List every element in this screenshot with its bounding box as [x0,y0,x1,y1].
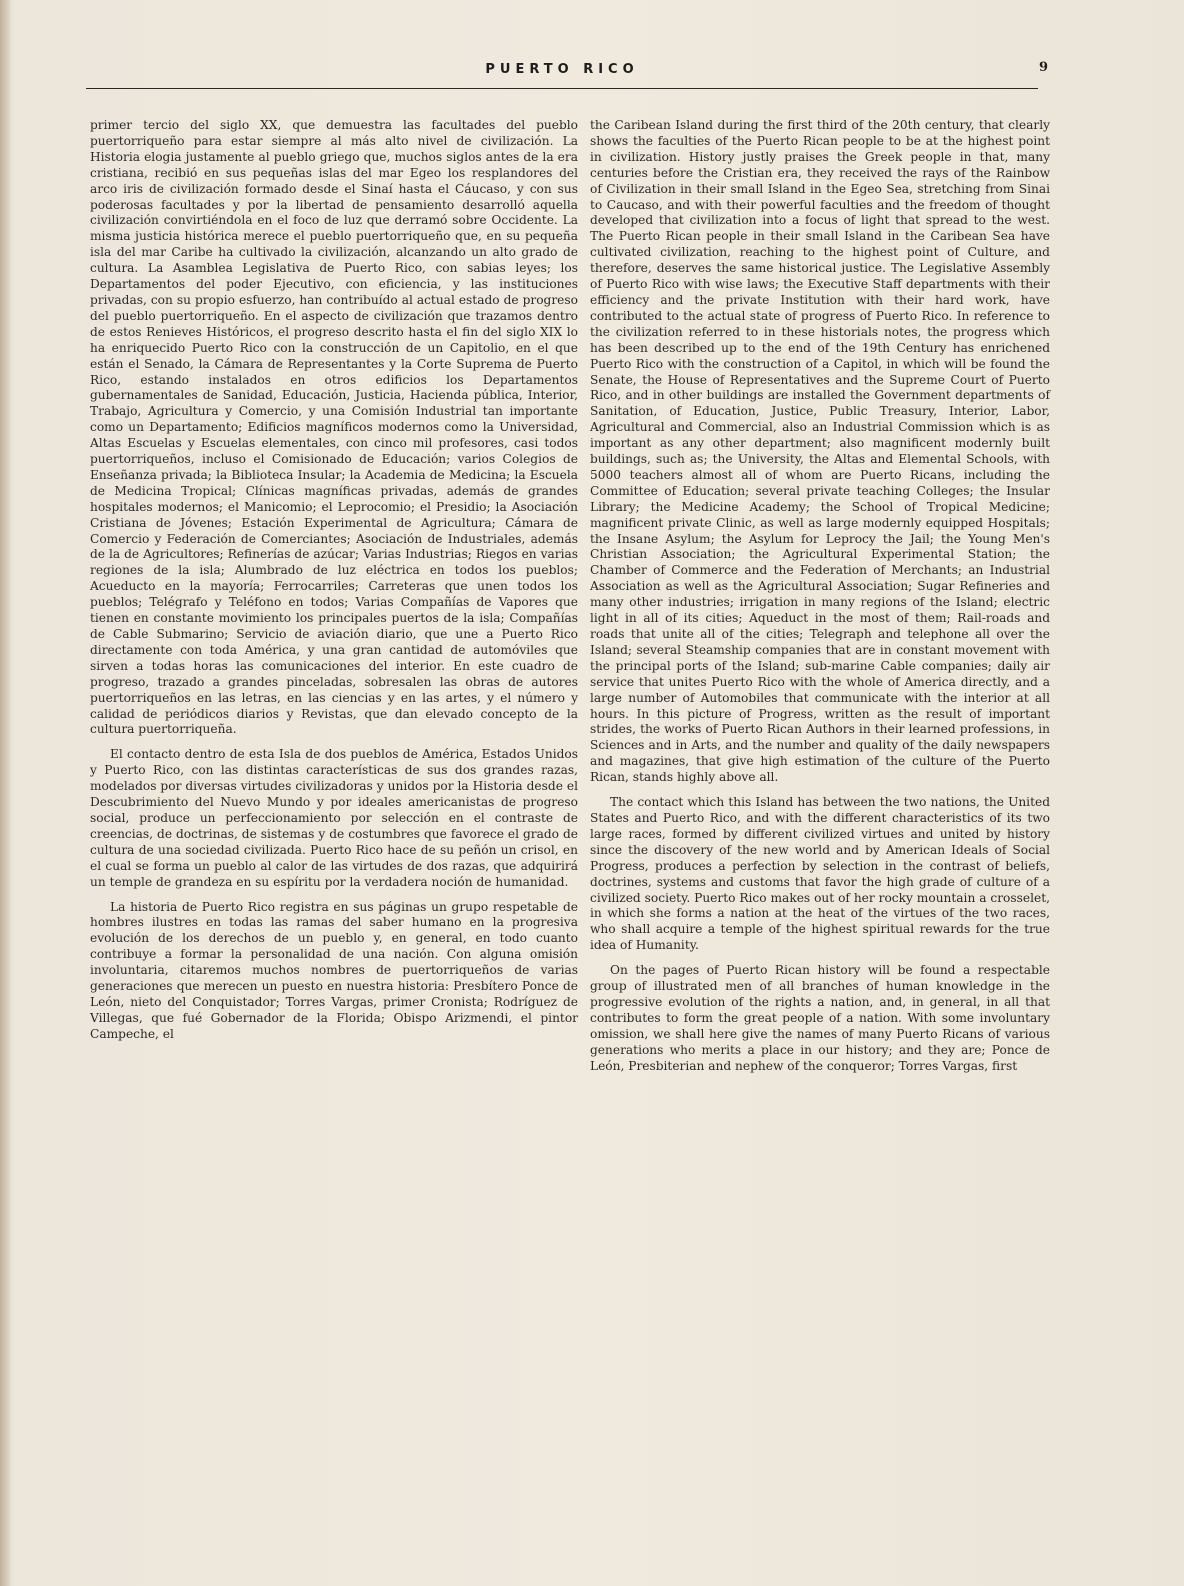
page-edge-shadow [0,0,10,1586]
english-paragraph-3: On the pages of Puerto Rican history will be found a respectable group of illustrated men of all branches of human knowledge in the progressive evolution of the rights a nation, and, in general, in all that contributes to form the great people of a nation. With some involuntary omission, we shall here give the names of many Puerto Ricans of various generations who merits a place in our history; and they are; Ponce de León, Presbiterian and nephew of the conqueror; Torres Vargas, first [590,963,1050,1073]
english-paragraph-2: The contact which this Island has between the two nations, the United States and Puerto Rico, and with the different characteristics of its two large races, formed by different civilized virtues and united by history since the discovery of the new world and by American Ideals of Social Progress, produces a perfection by selection in the contrast of beliefs, doctrines, systems and customs that favor the high grade of culture of a civilized society. Puerto Rico makes out of her rocky mountain a crosselet, in which she forms a nation at the heat of the virtues of the two races, who shall acquire a temple of the highest spiritual rewards for the true idea of Humanity. [590,795,1050,953]
spanish-text-column [90,118,578,1052]
page-number: 9 [1038,60,1048,75]
english-text-column [590,118,1050,1083]
running-header [86,58,1048,89]
spanish-paragraph-3: La historia de Puerto Rico registra en sus páginas un grupo respetable de hombres ilustres en todas las ramas del saber humano en la progresiva evolución de los derechos de un pueblo y, en general, en todo cuanto contribuye a formar la personalidad de una nación. Con alguna omisión involuntaria, citaremos muchos nombres de puertorriqueños de varias generaciones que merecen un puesto en nuestra historia: Presbítero Ponce de León, nieto del Conquistador; Torres Vargas, primer Cronista; Rodríguez de Villegas, que fué Gobernador de la Florida; Obispo Arizmendi, el pintor Campeche, el [90,899,578,1041]
spanish-paragraph-2: El contacto dentro de esta Isla de dos pueblos de América, Estados Unidos y Puerto Rico, con las distintas características de sus dos grandes razas, modelados por diversas virtudes civilizadoras y unidos por la Historia desde el Descubrimiento del Nuevo Mundo y por ideales americanistas de progreso social, produce un perfeccionamiento por selección en el contraste de creencias, de doctrinas, de sistemas y de costumbres que favorece el grado de cultura de una sociedad civilizada. Puerto Rico hace de su peñón un crisol, en el cual se forma un pueblo al calor de las virtudes de dos razas, que adquirirá un temple de grandeza en su espíritu por la verdadera noción de humanidad. [90,747,578,889]
running-title: PUERTO RICO [485,62,639,77]
english-paragraph-1: the Caribean Island during the first third of the 20th century, that clearly shows the faculties of the Puerto Rican people to be at the highest point in civilization. History justly praises the Greek people in that, many centuries before the Cristian era, they received the rays of the Rainbow of Civilization in their small Island in the Egeo Sea, stretching from Sinai to Caucaso, and with their powerful faculties and the freedom of thought developed that civilization into a focus of light that spread to the west. The Puerto Rican people in their small Island in the Caribean Sea have cultivated civilization, reaching to the highest point of Culture, and therefore, deserves the same historical justice. The Legislative Assembly of Puerto Rico with wise laws; the Executive Staff departments with their efficiency and the private Institution with their hard work, have contributed to the actual state of progress of Puerto Rico. In reference to the civilization referred to in these historials notes, the progress which has been described up to the end of the 19th Century has enrichened Puerto Rico with the construction of a Capitol, in which will be found the Senate, the House of Representatives and the Supreme Court of Puerto Rico, and in other buildings are installed the Government departments of Sanitation, of Education, Justice, Public Treasury, Interior, Labor, Agricultural and Commercial, also an Industrial Commission which is as important as any other department; also magnificent modernly built buildings, such as; the University, the Altas and Elemental Schools, with 5000 teachers almost all of whom are Puerto Ricans, including the Committee of Education; several private teaching Colleges; the Insular Library; the Medicine Academy; the School of Tropical Medicine; magnificent private Clinic, as well as large modernly equipped Hospitals; the Insane Asylum; the Asylum for Leprocy the Jail; the Young Men's Christian Association; the Agricultural Experimental Station; the Chamber of Commerce and the Federation of Merchants; an Industrial Association as well as the Agricultural Association; Sugar Refineries and many other industries; irrigation in many regions of the Island; electric light in all of its cities; Aqueduct in the most of them; Rail-roads and roads that unite all of the cities; Telegraph and telephone all over the Island; several Steamship companies that are in constant movement with the principal ports of the Island; sub-marine Cable companies; daily air service that unites Puerto Rico with the whole of America directly, and a large number of Automobiles that communicate with the interior at all hours. In this picture of Progress, written as the result of important strides, the works of Puerto Rican Authors in their learned professions, in Sciences and in Arts, and the number and quality of the daily newspapers and magazines, that give high estimation of the culture of the Puerto Rican, stands highly above all. [590,118,1050,785]
spanish-paragraph-1: primer tercio del siglo XX, que demuestra las facultades del pueblo puertorriqueño para estar siempre al más alto nivel de civilización. La Historia elogia justamente al pueblo griego que, muchos siglos antes de la era cristiana, recibió en sus pequeñas islas del mar Egeo los resplandores del arco iris de civilización formado desde el Sinaí hasta el Cáucaso, y con sus poderosas facultades y por la libertad de pensamiento desarrolló aquella civilización convirtiéndola en el foco de luz que derramó sobre Occidente. La misma justicia histórica merece el pueblo puertorriqueño que, en su pequeña isla del mar Caribe ha cultivado la civilización, alcanzando un alto grado de cultura. La Asamblea Legislativa de Puerto Rico, con sabias leyes; los Departamentos del poder Ejecutivo, con eficiencia, y las instituciones privadas, con su propio esfuerzo, han contribuído al actual estado de progreso del pueblo puertorriqueño. En el aspecto de civilización que trazamos dentro de estos Renieves Históricos, el progreso descrito hasta el fin del siglo XIX lo ha enriquecido Puerto Rico con la construcción de un Capitolio, en el que están el Senado, la Cámara de Representantes y la Corte Suprema de Puerto Rico, estando instalados en otros edificios los Departamentos gubernamentales de Sanidad, Educación, Justicia, Hacienda pública, Interior, Trabajo, Agricultura y Comercio, y una Comisión Industrial tan importante como un Departamento; Edificios magníficos modernos como la Universidad, Altas Escuelas y Escuelas elementales, con cinco mil profesores, casi todos puertorriqueños, incluso el Comisionado de Educación; varios Colegios de Enseñanza privada; la Biblioteca Insular; la Academia de Medicina; la Escuela de Medicina Tropical; Clínicas magníficas privadas, además de grandes hospitales modernos; el Manicomio; el Leprocomio; el Presidio; la Asociación Cristiana de Jóvenes; Estación Experimental de Agricultura; Cámara de Comercio y Federación de Comerciantes; Asociación de Industriales, además de la de Agricultores; Refinerías de azúcar; Varias Industrias; Riegos en varias regiones de la isla; Alumbrado de luz eléctrica en todos los pueblos; Acueducto en la mayoría; Ferrocarriles; Carreteras que unen todos los pueblos; Telégrafo y Teléfono en todos; Varias Compañías de Vapores que tienen en constante movimiento los principales puertos de la isla; Compañías de Cable Submarino; Servicio de aviación diario, que une a Puerto Rico directamente con toda América, y una gran cantidad de automóviles que sirven a todas horas las comunicaciones del interior. En este cuadro de progreso, trazado a grandes pinceladas, sobresalen las obras de autores puertorriqueños en las letras, en las ciencias y en las artes, y el número y calidad de periódicos diarios y Revistas, que dan elevado concepto de la cultura puertorriqueña. [90,118,578,737]
